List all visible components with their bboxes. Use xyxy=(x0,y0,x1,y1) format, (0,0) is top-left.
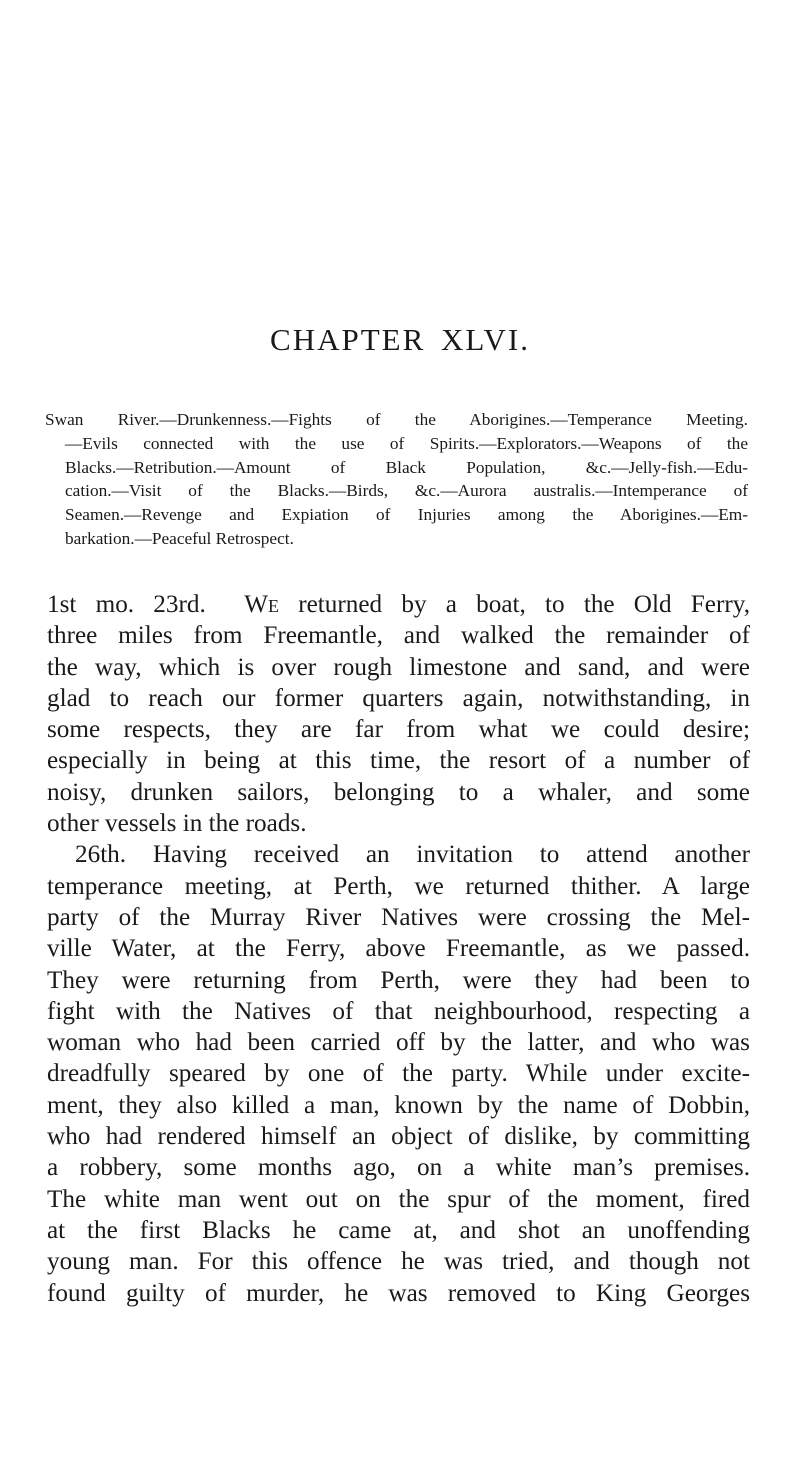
paragraph-first-line xyxy=(47,589,750,620)
summary-line: Seamen.—Revenge and Expiation of Injuries among the Aborigines.—Em- xyxy=(65,505,748,525)
text-line: party of the Murray River Natives were crossing the Mel- xyxy=(47,903,750,931)
small-caps-word: We xyxy=(244,591,279,618)
text-line: three miles from Freemantle, and walked the remainder of xyxy=(47,622,750,650)
text-line: woman who had been carried off by the latter, and who was xyxy=(47,1029,750,1057)
text-line: a robbery, some months ago, on a white man’s premises. xyxy=(47,1154,750,1182)
line-text: returned by a boat, to the Old Ferry, xyxy=(298,591,751,618)
text-line: found guilty of murder, he was removed to King Georges xyxy=(47,1279,750,1307)
summary-line: Blacks.—Retribution.—Amount of Black Population, &c.—Jelly-fish.—Edu- xyxy=(65,457,748,477)
summary-line: Swan River.—Drunkenness.—Fights of the Aborigines.—Temperance Meeting. xyxy=(45,410,748,429)
chapter-heading: CHAPTER XLVI. xyxy=(270,322,530,357)
text-line: at the first Blacks he came at, and shot an unoffending xyxy=(47,1216,750,1244)
entry-date: 1st mo. 23rd. xyxy=(47,591,206,618)
summary-line: barkation.—Peaceful Retrospect. xyxy=(65,528,294,548)
text-line: glad to reach our former quarters again, notwithstanding, in xyxy=(47,684,750,712)
text-line: ment, they also killed a man, known by the name of Dobbin, xyxy=(47,1091,750,1119)
text-line: fight with the Natives of that neighbourhood, respecting a xyxy=(47,997,750,1025)
text-line: who had rendered himself an object of dislike, by committing xyxy=(47,1123,750,1151)
text-line: temperance meeting, at Perth, we returned thither. A large xyxy=(47,872,750,900)
text-line: The white man went out on the spur of the moment, fired xyxy=(47,1185,750,1213)
summary-line: cation.—Visit of the Blacks.—Birds, &c.—Aurora australis.—Intemperance of xyxy=(65,481,748,501)
text-line: other vessels in the roads. xyxy=(47,810,307,838)
text-line: young man. For this offence he was tried, and though not xyxy=(47,1248,750,1276)
summary-line: —Evils connected with the use of Spirits.—Explorators.—Weapons of the xyxy=(65,433,748,453)
chapter-summary xyxy=(45,408,748,551)
text-line: dreadfully speared by one of the party. While under excite- xyxy=(47,1060,750,1088)
text-line: the way, which is over rough limestone and sand, and were xyxy=(47,653,750,681)
text-line: some respects, they are far from what we could desire; xyxy=(47,716,750,744)
text-line: especially in being at this time, the resort of a number of xyxy=(47,747,750,775)
text-line: They were returning from Perth, were they had been to xyxy=(47,966,750,994)
text-line: noisy, drunken sailors, belonging to a whaler, and some xyxy=(47,778,750,806)
paragraph-first-line: 26th. Having received an invitation to attend another xyxy=(75,841,750,869)
body-text xyxy=(47,589,750,1309)
text-line: ville Water, at the Ferry, above Freemantle, as we passed. xyxy=(47,935,750,963)
